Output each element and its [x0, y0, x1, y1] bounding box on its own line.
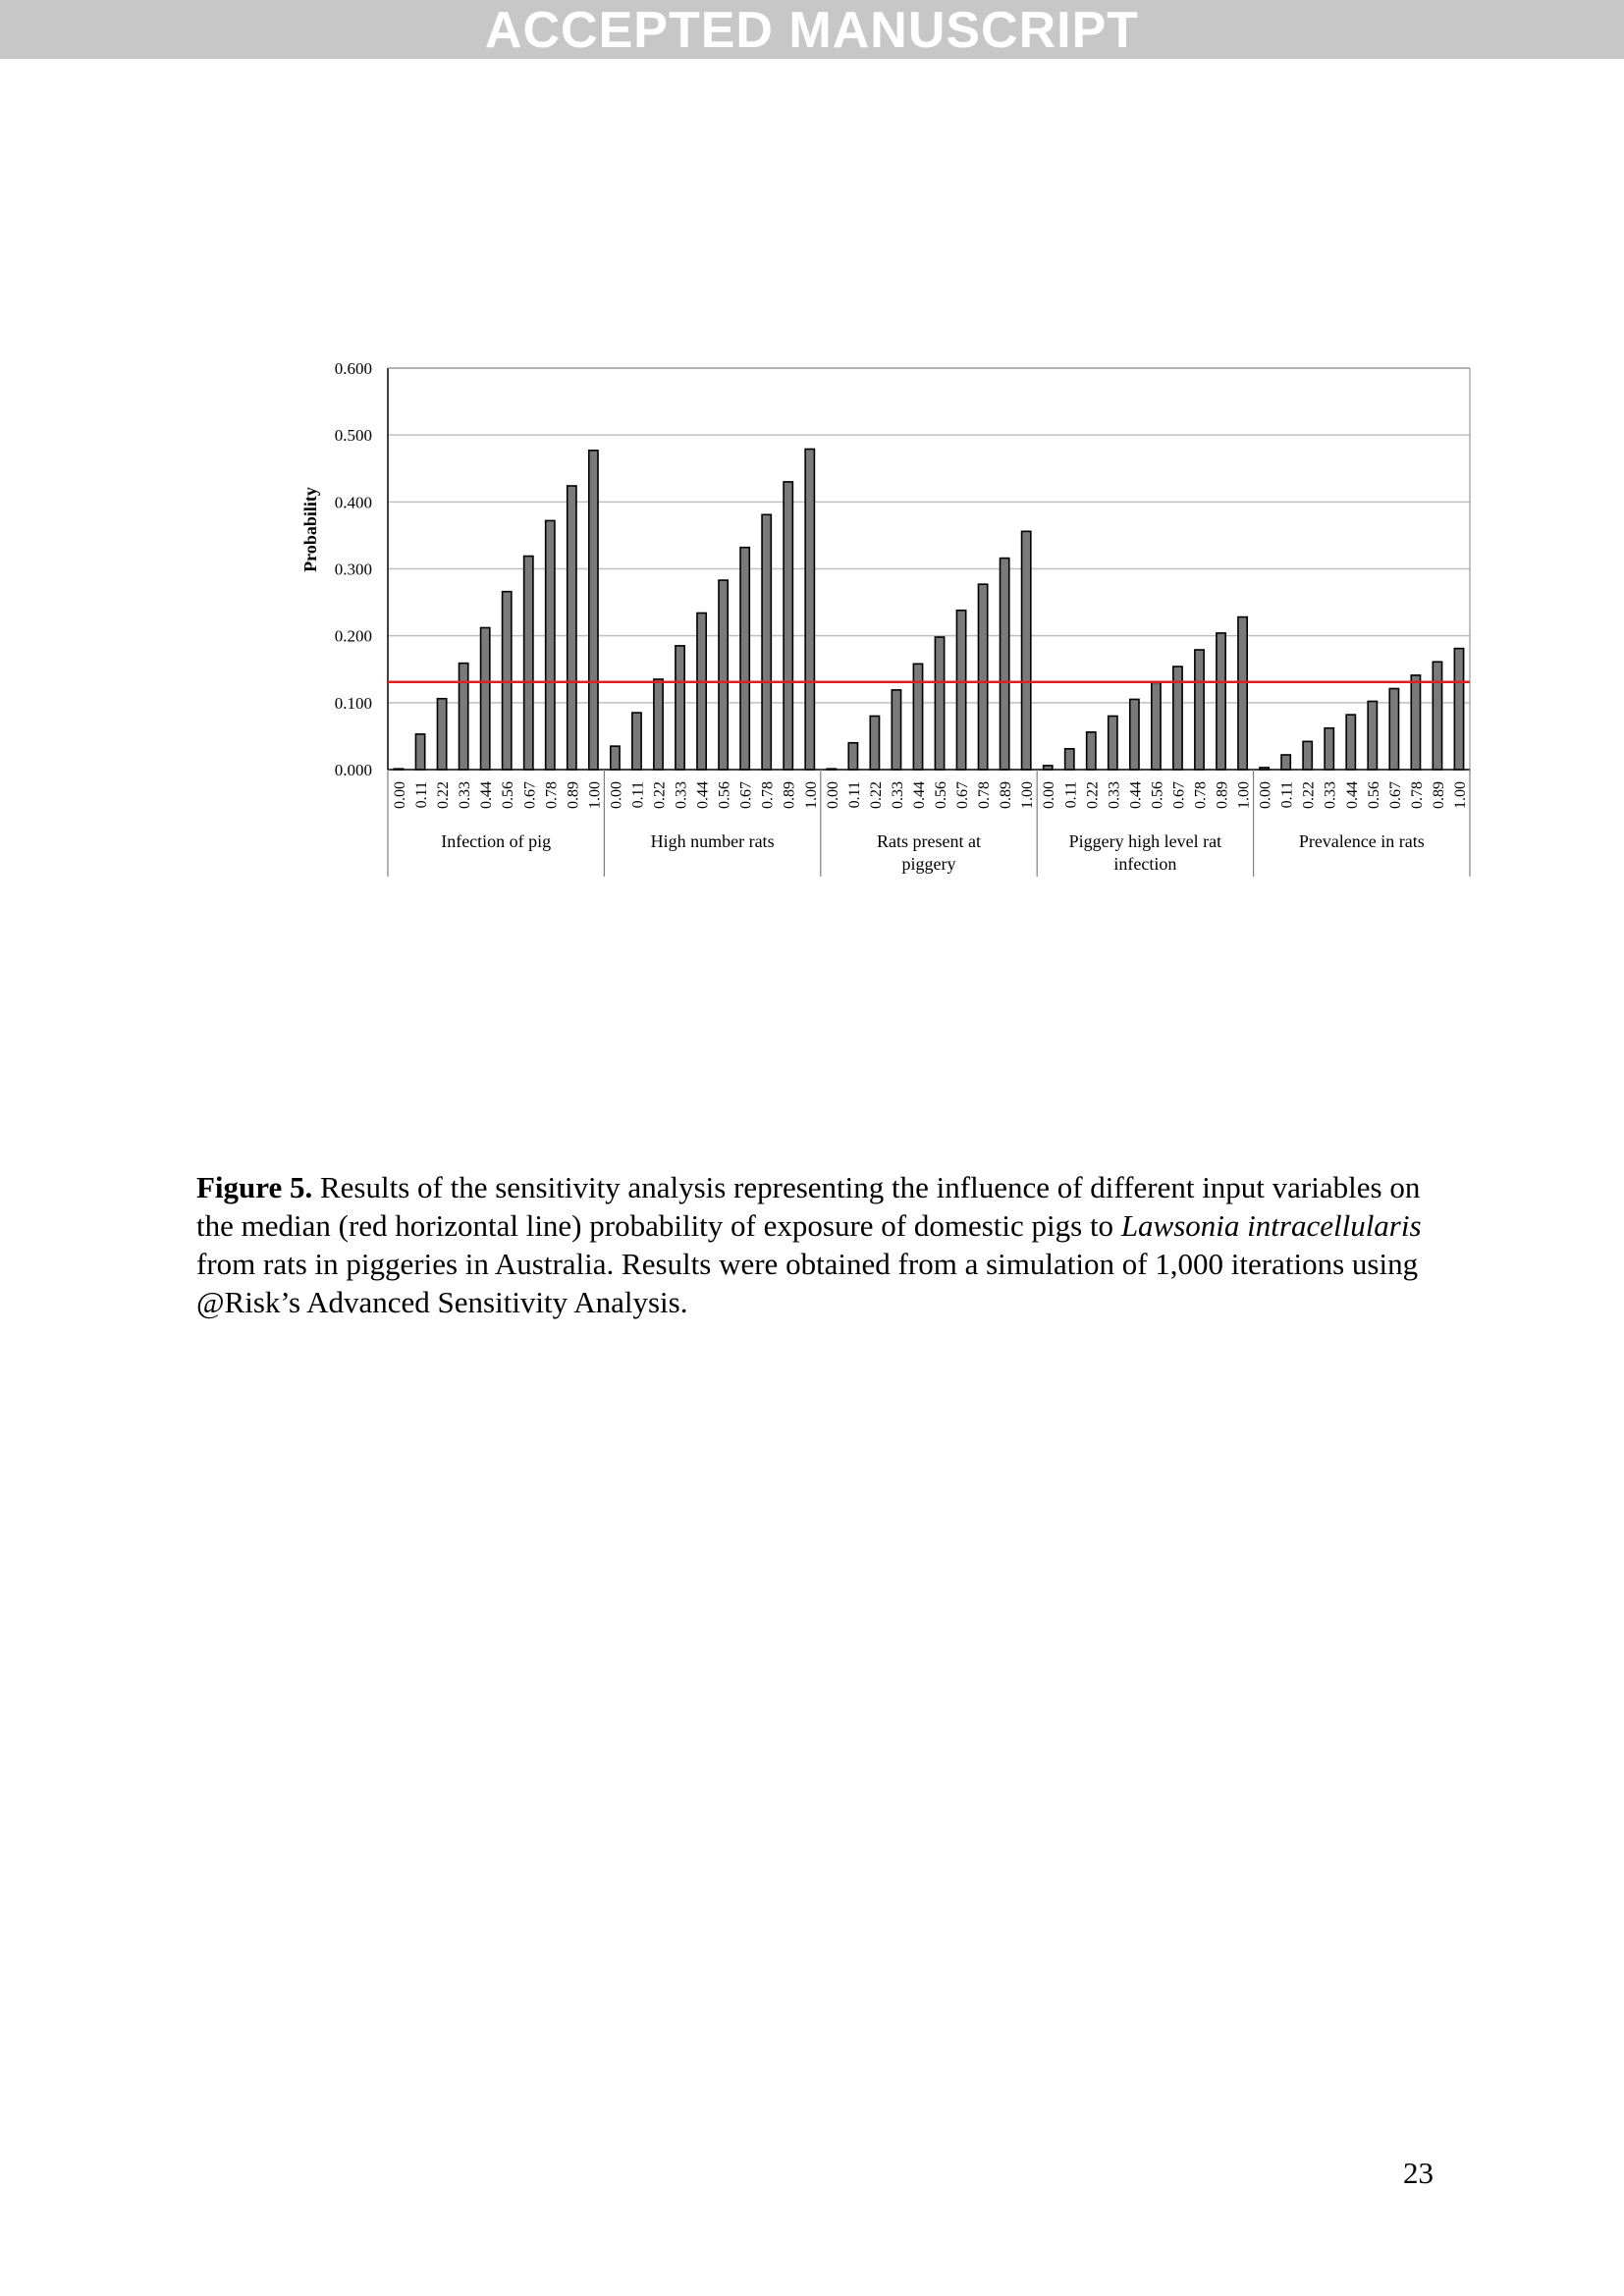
x-tick-label: 1.00	[802, 781, 820, 809]
y-tick-label: 0.600	[334, 359, 372, 378]
sensitivity-bar-chart	[0, 0, 1624, 942]
bar	[784, 482, 792, 770]
bar	[460, 664, 468, 770]
bar	[1411, 675, 1420, 770]
x-tick-label: 0.56	[500, 781, 517, 809]
caption-text-part2: from rats in piggeries in Australia. Results were obtained from a simulation of 1,000 iterations using @Risk’s Advanced Sensitivity Analysis.	[196, 1247, 1419, 1319]
y-tick-label: 0.000	[334, 761, 372, 779]
bar	[1346, 715, 1355, 770]
bar	[848, 743, 857, 770]
bar	[1044, 766, 1053, 770]
group-label: Infection of pig	[441, 831, 552, 851]
x-tick-label: 0.00	[1257, 781, 1274, 809]
x-tick-label: 0.33	[889, 781, 906, 809]
bar	[762, 514, 771, 770]
x-tick-label: 0.11	[1062, 781, 1080, 809]
bar	[1109, 716, 1117, 770]
x-tick-label: 0.67	[737, 781, 755, 809]
y-tick-label: 0.400	[334, 493, 372, 512]
x-tick-label: 0.78	[1192, 781, 1210, 809]
x-tick-label: 0.78	[976, 781, 994, 809]
y-tick-label: 0.300	[334, 560, 372, 579]
bar	[1087, 732, 1096, 770]
x-tick-label: 0.78	[1408, 781, 1426, 809]
bar	[892, 690, 900, 770]
x-tick-label: 0.56	[933, 781, 950, 809]
bar	[827, 769, 836, 770]
x-tick-label: 0.22	[651, 781, 669, 809]
x-tick-label: 1.00	[1019, 781, 1037, 809]
bar	[719, 580, 728, 770]
bar	[611, 746, 620, 770]
x-tick-label: 0.56	[716, 781, 733, 809]
group-label: High number rats	[650, 831, 775, 851]
x-tick-label: 0.44	[478, 781, 496, 809]
bar	[568, 486, 576, 770]
bar	[1389, 689, 1398, 770]
x-tick-label: 0.11	[413, 781, 431, 809]
bar	[1152, 682, 1161, 770]
x-tick-label: 0.78	[759, 781, 777, 809]
x-tick-label: 1.00	[1235, 781, 1253, 809]
x-tick-label: 0.44	[1127, 781, 1145, 809]
x-tick-label: 1.00	[586, 781, 604, 809]
bar	[1260, 768, 1269, 770]
x-tick-label: 0.67	[1386, 781, 1404, 809]
bar	[1195, 650, 1204, 770]
x-tick-label: 0.11	[629, 781, 647, 809]
bar	[415, 734, 424, 770]
x-tick-label: 0.00	[1041, 781, 1058, 809]
bar	[913, 664, 922, 770]
x-tick-label: 0.44	[910, 781, 928, 809]
x-tick-label: 0.78	[543, 781, 561, 809]
bar	[1454, 649, 1463, 770]
x-tick-label: 0.33	[1322, 781, 1339, 809]
caption-species: Lawsonia intracellularis	[1120, 1208, 1422, 1243]
bar	[870, 716, 879, 770]
figure-caption	[196, 1168, 1434, 1321]
bar	[437, 699, 446, 770]
bar	[697, 613, 706, 770]
bar	[632, 713, 641, 770]
y-tick-label: 0.200	[334, 626, 372, 646]
x-tick-label: 0.00	[392, 781, 409, 809]
x-tick-label: 0.67	[1170, 781, 1188, 809]
bar	[1022, 531, 1031, 770]
bar	[1325, 728, 1333, 770]
x-tick-label: 0.00	[824, 781, 841, 809]
x-tick-label: 0.89	[781, 781, 798, 809]
x-tick-label: 0.33	[457, 781, 474, 809]
bar	[935, 637, 944, 770]
caption-label: Figure 5.	[196, 1170, 313, 1204]
x-tick-label: 1.00	[1451, 781, 1469, 809]
x-tick-label: 0.33	[673, 781, 690, 809]
bar	[589, 451, 598, 770]
y-tick-label: 0.100	[334, 693, 372, 713]
bar	[676, 646, 684, 770]
bar	[1065, 749, 1074, 770]
x-tick-label: 0.67	[954, 781, 972, 809]
group-label: Piggery high level rat infection	[1068, 831, 1222, 874]
bar	[546, 520, 555, 770]
bar	[1001, 559, 1009, 770]
bar	[654, 679, 663, 770]
x-tick-label: 0.89	[1214, 781, 1231, 809]
bar	[1303, 741, 1312, 770]
group-label: Prevalence in rats	[1298, 831, 1425, 851]
x-tick-label: 0.22	[1300, 781, 1318, 809]
bar	[1130, 699, 1139, 770]
bar	[956, 611, 965, 770]
y-axis-title: Probability	[300, 487, 320, 572]
caption-text-part1: Results of the sensitivity analysis representing the influence of different input variables on the median (red horizontal line) probability of exposure of domestic pigs to	[196, 1170, 1421, 1243]
page-number: 23	[1403, 2156, 1434, 2190]
x-tick-label: 0.56	[1365, 781, 1382, 809]
bar	[978, 584, 987, 770]
bar	[1368, 701, 1377, 770]
bar	[1433, 662, 1441, 770]
bar	[1217, 633, 1225, 770]
bar	[805, 449, 814, 770]
x-tick-label: 0.56	[1149, 781, 1166, 809]
x-tick-label: 0.33	[1106, 781, 1123, 809]
x-tick-label: 0.67	[521, 781, 539, 809]
bar	[524, 557, 533, 770]
x-tick-label: 0.11	[1278, 781, 1296, 809]
x-tick-label: 0.44	[1343, 781, 1361, 809]
bar	[740, 548, 749, 770]
bar	[503, 592, 512, 770]
group-label: Rats present at piggery	[877, 831, 981, 874]
bar	[481, 627, 490, 770]
bar	[1281, 755, 1290, 770]
x-tick-label: 0.22	[867, 781, 885, 809]
bar	[1238, 617, 1247, 770]
x-tick-label: 0.44	[694, 781, 712, 809]
x-tick-label: 0.89	[565, 781, 582, 809]
x-tick-label: 0.22	[435, 781, 453, 809]
bar	[394, 769, 403, 770]
banner-text: ACCEPTED MANUSCRIPT	[484, 2, 1140, 59]
x-tick-label: 0.89	[998, 781, 1015, 809]
x-tick-label: 0.00	[608, 781, 625, 809]
x-tick-label: 0.89	[1430, 781, 1447, 809]
x-tick-label: 0.11	[845, 781, 863, 809]
y-tick-label: 0.500	[334, 426, 372, 446]
x-tick-label: 0.22	[1084, 781, 1102, 809]
